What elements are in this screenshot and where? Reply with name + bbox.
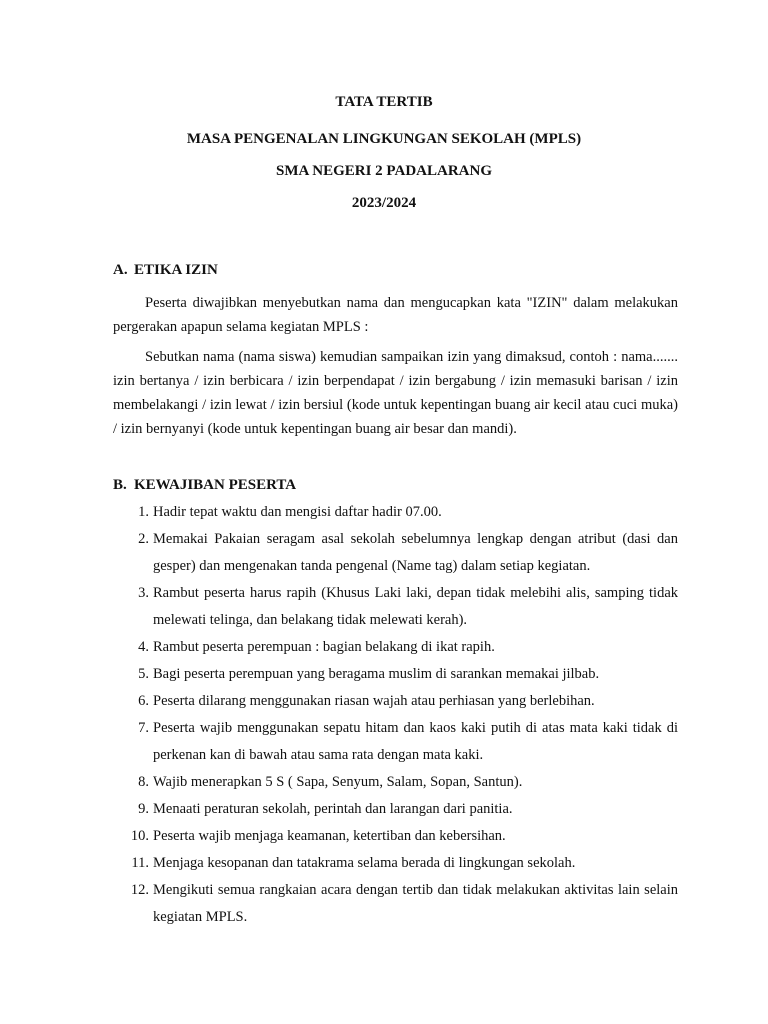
- school-name: SMA NEGERI 2 PADALARANG: [276, 163, 492, 179]
- list-item: [113, 580, 678, 634]
- obligations-list: [113, 499, 678, 931]
- list-item-text: Peserta wajib menggunakan sepatu hitam dan kaos kaki putih di atas mata kaki tidak di perkenan kan di bawah atau sama rata dengan mata kaki.: [153, 720, 678, 763]
- list-item-text: Hadir tepat waktu dan mengisi daftar hadir 07.00.: [153, 504, 442, 520]
- list-item-number: 1.: [138, 504, 149, 520]
- section-b-heading: [113, 476, 296, 494]
- list-item: [113, 661, 678, 688]
- list-item-number: 5.: [138, 666, 149, 682]
- list-item-number: 12.: [130, 882, 149, 898]
- list-item-text: Wajib menerapkan 5 S ( Sapa, Senyum, Salam, Sopan, Santun).: [153, 774, 523, 790]
- list-item: [113, 526, 678, 580]
- list-item-number: 2.: [138, 531, 149, 547]
- list-item-text: Peserta wajib menjaga keamanan, ketertiban dan kebersihan.: [153, 828, 506, 844]
- doc-subtitle: MASA PENGENALAN LINGKUNGAN SEKOLAH (MPLS): [186, 131, 582, 147]
- list-item-text: Memakai Pakaian seragam asal sekolah sebelumnya lengkap dengan atribut (dasi dan gesper) dan mengenakan tanda pengenal (Name tag) dalam setiap kegiatan.: [153, 531, 678, 574]
- list-item-text: Peserta dilarang menggunakan riasan wajah atau perhiasan yang berlebihan.: [153, 693, 595, 709]
- list-item: [113, 715, 678, 769]
- section-a-paragraph-1: Peserta diwajibkan menyebutkan nama dan mengucapkan kata "IZIN" dalam melakukan pergerakan apapun selama kegiatan MPLS :: [113, 295, 678, 335]
- list-item-text: Mengikuti semua rangkaian acara dengan tertib dan tidak melakukan aktivitas lain selain kegiatan MPLS.: [153, 882, 678, 925]
- list-item-text: Rambut peserta perempuan : bagian belakang di ikat rapih.: [153, 639, 495, 655]
- list-item: [113, 688, 678, 715]
- list-item-text: Menaati peraturan sekolah, perintah dan larangan dari panitia.: [153, 801, 513, 817]
- doc-title: TATA TERTIB: [335, 94, 433, 110]
- list-item-number: 6.: [138, 693, 149, 709]
- list-item-number: 4.: [138, 639, 149, 655]
- list-item: [113, 850, 678, 877]
- list-item-number: 7.: [138, 720, 149, 736]
- section-b-title: KEWAJIBAN PESERTA: [134, 477, 297, 493]
- section-a-letter: A.: [113, 262, 128, 278]
- list-item: [113, 823, 678, 850]
- list-item: [113, 877, 678, 931]
- list-item-text: Rambut peserta harus rapih (Khusus Laki laki, depan tidak melebihi alis, samping tidak melewati telinga, dan belakang tidak melewati kerah).: [153, 585, 678, 628]
- list-item: [113, 796, 678, 823]
- list-item-number: 3.: [138, 585, 149, 601]
- section-a-paragraph-2: Sebutkan nama (nama siswa) kemudian sampaikan izin yang dimaksud, contoh : nama....... izin bertanya / izin berbicara / izin berpendapat / izin bergabung / izin memasuki barisan / izin membelakangi / izin lewat / izin bersiul (kode untuk kepentingan buang air kecil atau cuci muka) / izin bernyanyi (kode untuk kepentingan buang air besar dan mandi).: [113, 349, 678, 437]
- list-item-number: 8.: [138, 774, 149, 790]
- list-item: [113, 499, 678, 526]
- list-item-number: 10.: [130, 828, 149, 844]
- list-item: [113, 634, 678, 661]
- section-a-title: ETIKA IZIN: [134, 262, 218, 278]
- school-year: 2023/2024: [351, 195, 417, 211]
- list-item: [113, 769, 678, 796]
- section-a-heading: [113, 261, 218, 279]
- list-item-number: 9.: [138, 801, 149, 817]
- list-item-text: Menjaga kesopanan dan tatakrama selama berada di lingkungan sekolah.: [153, 855, 576, 871]
- list-item-number: 11.: [131, 855, 149, 871]
- section-b-letter: B.: [113, 477, 127, 493]
- list-item-text: Bagi peserta perempuan yang beragama muslim di sarankan memakai jilbab.: [153, 666, 600, 682]
